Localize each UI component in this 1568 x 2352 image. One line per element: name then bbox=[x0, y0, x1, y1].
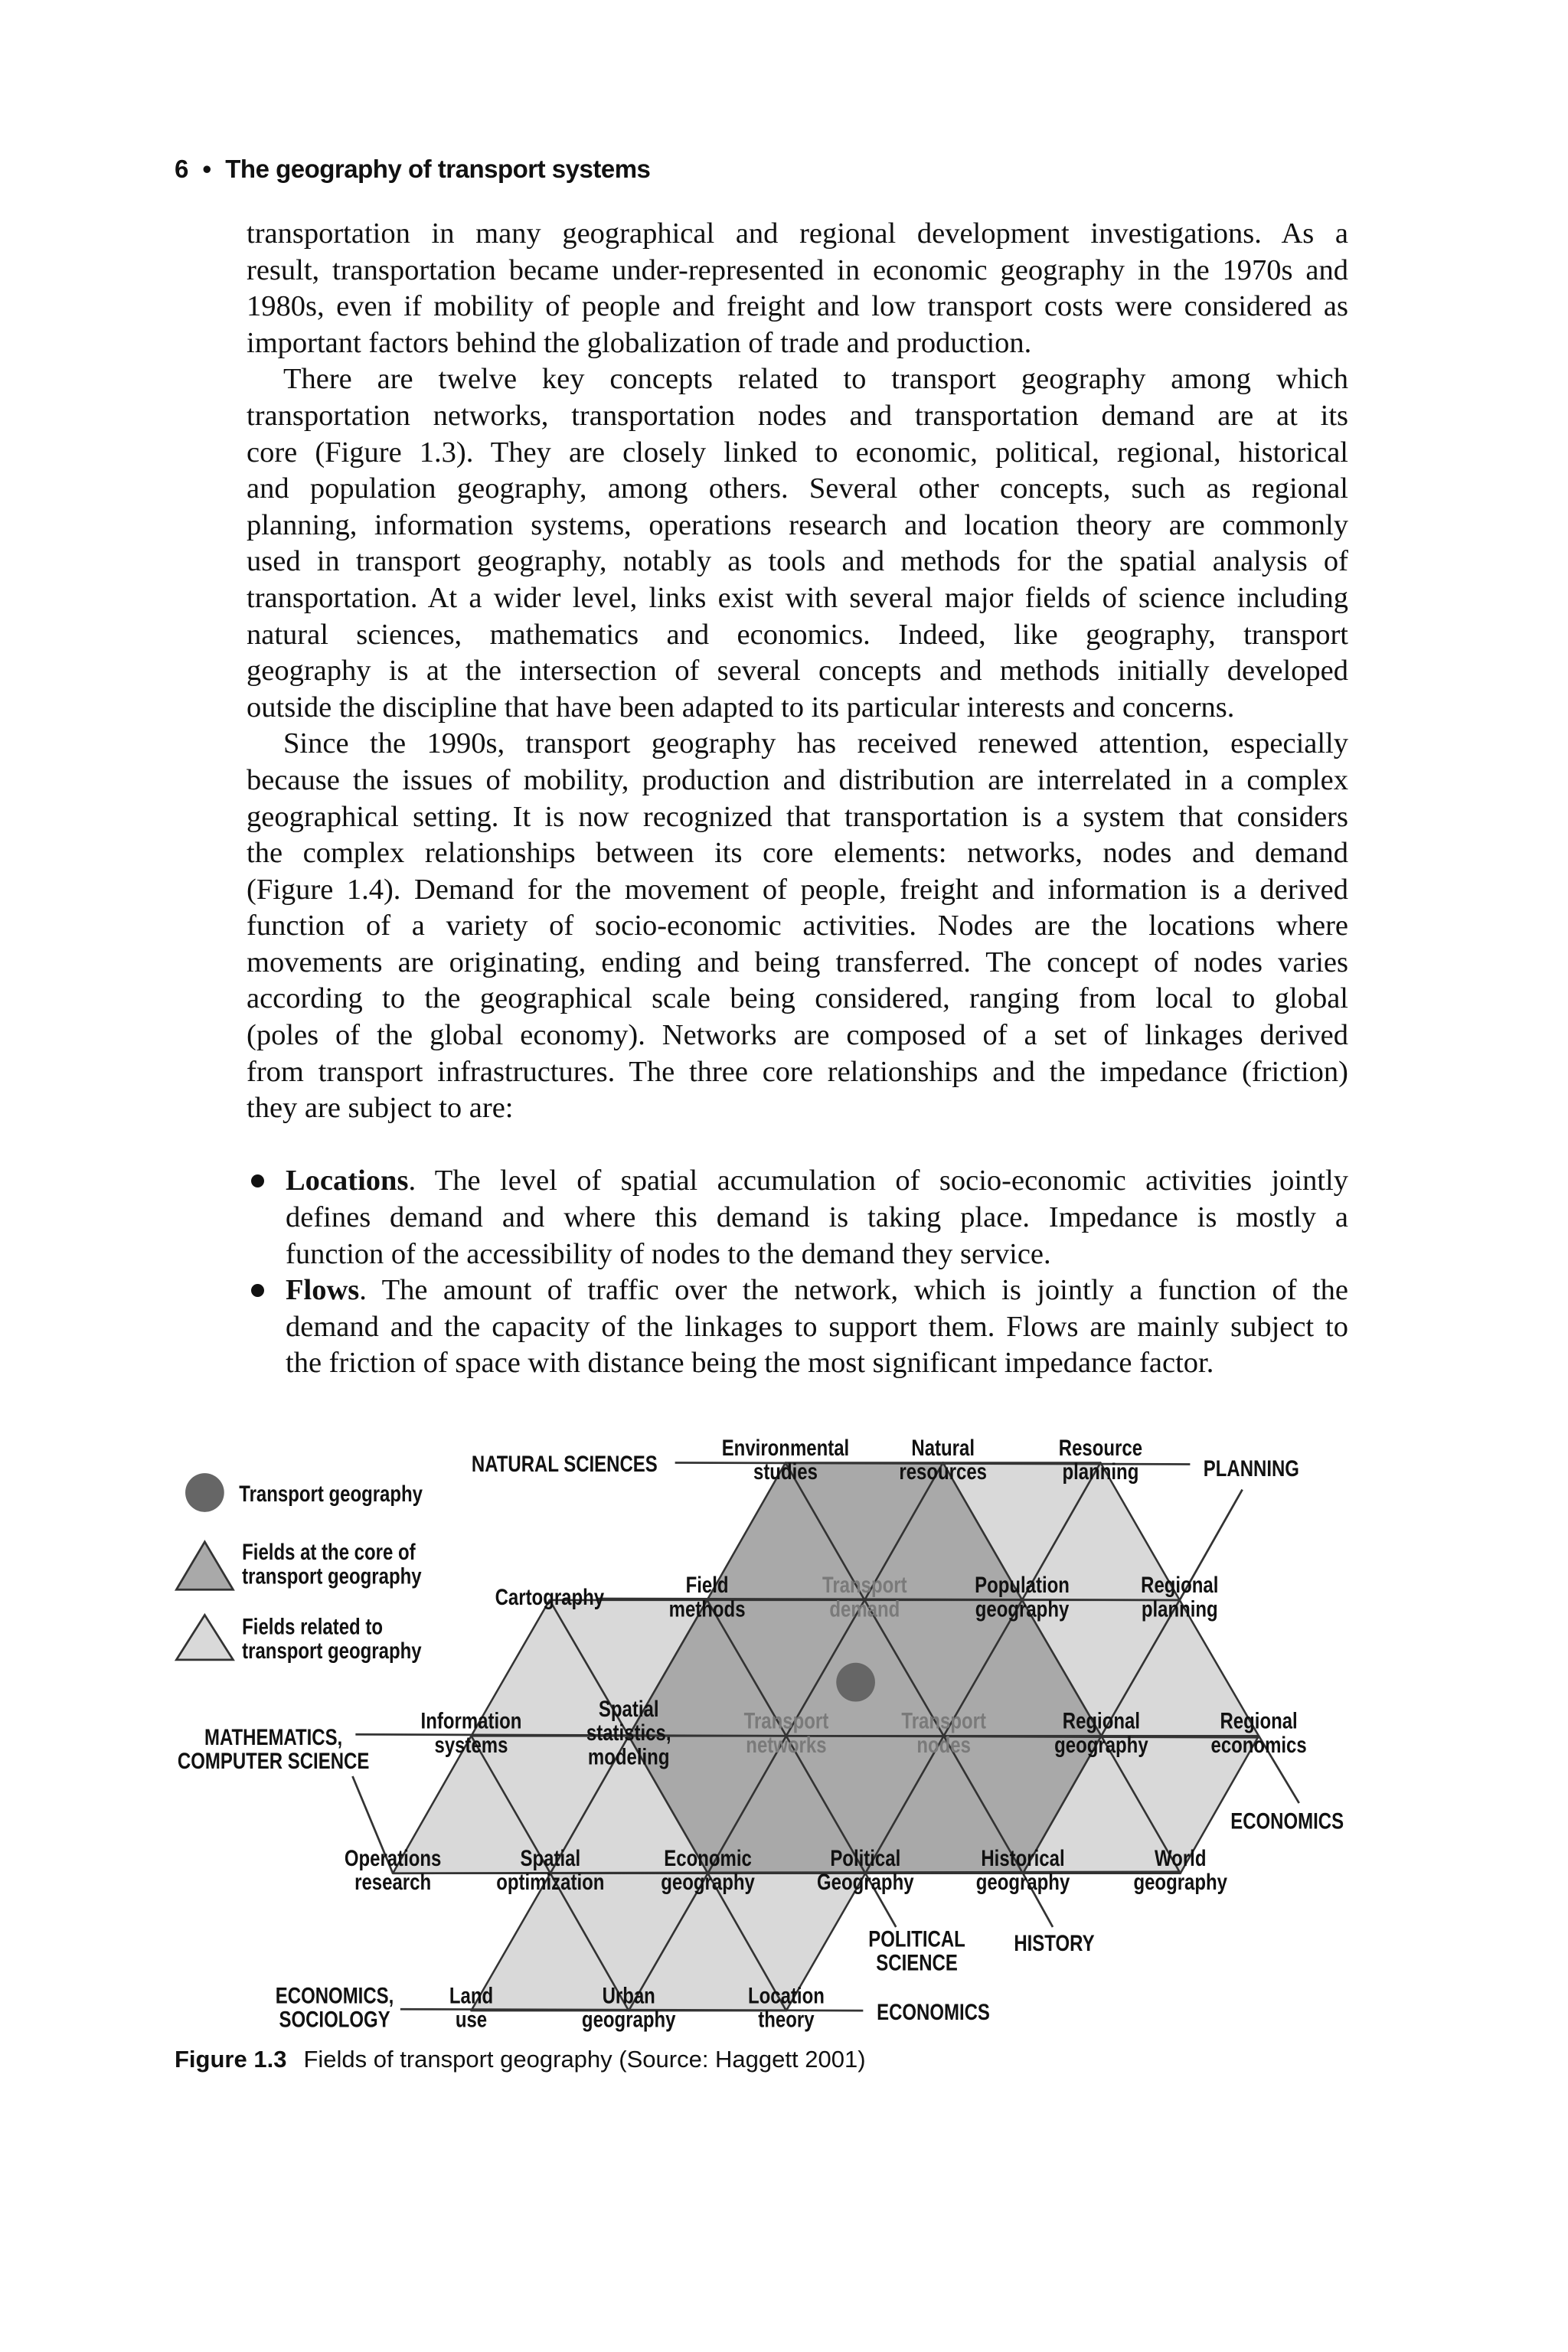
node-label-nat bbox=[899, 1436, 987, 1485]
discipline-history: HISTORY bbox=[1014, 1930, 1095, 1956]
bullet-item bbox=[247, 1272, 1348, 1309]
node-label-line: Land bbox=[449, 1983, 494, 2008]
discipline-political-science-line1: POLITICAL bbox=[868, 1926, 965, 1952]
text-line: from transport infrastructures. The three core relationships and the impedance (friction) bbox=[247, 1055, 1348, 1088]
node-label-land bbox=[449, 1983, 493, 2032]
legend-core-line1: Fields at the core of bbox=[242, 1540, 416, 1565]
caption-text: Fields of transport geography (Source: Haggett 2001) bbox=[303, 2046, 866, 2073]
text-line: geography is at the intersection of several concepts and methods initially developed bbox=[247, 655, 1348, 688]
node-label-line: Geography bbox=[816, 1869, 914, 1895]
figure-caption bbox=[175, 2046, 866, 2073]
node-label-line: research bbox=[354, 1869, 432, 1895]
legend-circle-icon bbox=[185, 1473, 224, 1512]
text-line: function of a variety of socio-economic activities. Nodes are the locations where bbox=[247, 910, 1348, 942]
bullet-text-line: demand and the capacity of the linkages to support them. Flows are mainly subject to bbox=[286, 1310, 1348, 1343]
text-line: used in transport geography, notably as tools and methods for the spatial analysis of bbox=[247, 545, 1348, 578]
node-label-res bbox=[1059, 1436, 1142, 1485]
fields-diagram bbox=[0, 1418, 1568, 2105]
bullet-term: Flows bbox=[286, 1274, 360, 1307]
discipline-mathematics-line1: MATHEMATICS, bbox=[204, 1724, 343, 1750]
text-line: the complex relationships between its core elements: networks, nodes and demand bbox=[247, 837, 1348, 870]
node-label-line: systems bbox=[434, 1732, 508, 1758]
separator: • bbox=[202, 155, 211, 183]
node-label-line: Transport bbox=[822, 1572, 907, 1598]
legend-transport-geography: Transport geography bbox=[239, 1481, 423, 1507]
text-line: because the issues of mobility, production and distribution are interrelated in a complex bbox=[247, 763, 1348, 796]
text-line: natural sciences, mathematics and economics. Indeed, like geography, transport bbox=[247, 618, 1348, 651]
legend-related-triangle-icon bbox=[176, 1615, 233, 1660]
running-head bbox=[175, 155, 650, 184]
node-label-line: optimization bbox=[496, 1869, 605, 1895]
chapter-title: The geography of transport systems bbox=[225, 155, 651, 183]
node-label-line: Economic bbox=[664, 1845, 752, 1871]
legend-related-line2: transport geography bbox=[242, 1638, 422, 1664]
node-label-line: nodes bbox=[916, 1732, 971, 1758]
node-label-line: theory bbox=[758, 2007, 815, 2033]
node-label-line: planning bbox=[1062, 1459, 1139, 1485]
bullet-text-line: defines demand and where this demand is taking place. Impedance is mostly a bbox=[286, 1201, 1348, 1234]
node-label-line: Field bbox=[685, 1572, 729, 1598]
node-label-line: planning bbox=[1141, 1596, 1218, 1622]
node-label-line: Spatial bbox=[598, 1696, 659, 1722]
discipline-economics-sociology-line2: SOCIOLOGY bbox=[279, 2007, 390, 2033]
body-text bbox=[247, 216, 1348, 1382]
text-line: transportation. At a wider level, links exist with several major fields of science including bbox=[247, 581, 1348, 614]
bullet-item bbox=[247, 1163, 1348, 1200]
spacer bbox=[247, 1127, 1348, 1164]
node-label-info bbox=[421, 1708, 522, 1757]
text-line: 1980s, even if mobility of people and freight and low transport costs were considered as bbox=[247, 290, 1348, 323]
node-label-line: studies bbox=[753, 1459, 818, 1485]
discipline-economics-bottom: ECONOMICS bbox=[877, 1999, 990, 2025]
node-label-td bbox=[822, 1573, 907, 1622]
bullet-text-line: function of the accessibility of nodes to the demand they service. bbox=[286, 1237, 1051, 1270]
node-label-his bbox=[976, 1846, 1070, 1895]
bullet-text: . The amount of traffic over the network, which is jointly a function of the bbox=[359, 1274, 1348, 1307]
text-line: result, transportation became under-represented in economic geography in the 1970s and bbox=[247, 253, 1348, 286]
node-label-rp bbox=[1141, 1573, 1218, 1622]
legend-core-triangle-icon bbox=[176, 1542, 233, 1589]
text-line: movements are originating, ending and being transferred. The concept of nodes varies bbox=[247, 946, 1348, 978]
node-label-line: Historical bbox=[981, 1845, 1065, 1871]
legend-core-line2: transport geography bbox=[242, 1563, 422, 1589]
discipline-economics-right: ECONOMICS bbox=[1230, 1808, 1344, 1834]
text-line: important factors behind the globalization of trade and production. bbox=[247, 326, 1032, 359]
text-line: There are twelve key concepts related to transport geography among which bbox=[283, 363, 1348, 396]
bullet-term: Locations bbox=[286, 1165, 409, 1197]
node-label-line: geography bbox=[1054, 1732, 1148, 1758]
node-label-line: methods bbox=[668, 1596, 746, 1622]
node-label-cart bbox=[495, 1585, 605, 1610]
node-label-line: Urban bbox=[602, 1983, 655, 2008]
node-label-line: Location bbox=[747, 1983, 825, 2008]
node-label-line: Spatial bbox=[520, 1845, 581, 1871]
node-label-line: Operations bbox=[344, 1845, 442, 1871]
node-label-line: modeling bbox=[587, 1744, 670, 1769]
node-label-line: Regional bbox=[1141, 1572, 1219, 1598]
bullet-icon bbox=[251, 1174, 264, 1187]
node-label-line: geography bbox=[975, 1596, 1070, 1622]
node-label-line: geography bbox=[1133, 1869, 1228, 1895]
discipline-political-science-line2: SCIENCE bbox=[876, 1950, 958, 1976]
node-label-line: economics bbox=[1210, 1732, 1307, 1758]
text-line: planning, information systems, operations research and location theory are commonly bbox=[247, 508, 1348, 541]
transport-geography-marker bbox=[836, 1663, 875, 1702]
node-label-line: Information bbox=[420, 1708, 522, 1734]
node-label-rg bbox=[1054, 1708, 1148, 1757]
node-label-line: World bbox=[1154, 1845, 1207, 1871]
node-label-line: Regional bbox=[1220, 1708, 1298, 1734]
text-line: transportation in many geographical and regional development investigations. As a bbox=[247, 217, 1348, 250]
legend-related-line1: Fields related to bbox=[242, 1614, 383, 1640]
text-line: and population geography, among others. Several other concepts, such as regional bbox=[247, 472, 1348, 505]
text-line: (poles of the global economy). Networks are composed of a set of linkages derived bbox=[247, 1019, 1348, 1052]
text-line: transportation networks, transportation nodes and transportation demand are at its bbox=[247, 399, 1348, 432]
node-label-line: use bbox=[455, 2007, 488, 2033]
discipline-planning: PLANNING bbox=[1203, 1455, 1299, 1481]
text-line: core (Figure 1.3). They are closely linked to economic, political, regional, historical bbox=[247, 436, 1348, 469]
node-label-line: resources bbox=[899, 1459, 987, 1485]
node-label-line: Environmental bbox=[721, 1435, 850, 1461]
bullet-text: . The level of spatial accumulation of socio-economic activities jointly bbox=[408, 1165, 1348, 1197]
node-label-line: networks bbox=[746, 1732, 827, 1758]
node-label-line: geography bbox=[581, 2007, 676, 2033]
text-line: they are subject to are: bbox=[247, 1092, 514, 1125]
node-label-line: geography bbox=[975, 1869, 1070, 1895]
node-label-line: Regional bbox=[1062, 1708, 1140, 1734]
node-label-pop bbox=[975, 1573, 1070, 1622]
node-label-line: geography bbox=[661, 1869, 755, 1895]
node-label-tn bbox=[744, 1708, 829, 1757]
text-line: geographical setting. It is now recognized that transportation is a system that considers bbox=[247, 800, 1348, 833]
node-label-line: Transport bbox=[901, 1708, 986, 1734]
node-label-line: Resource bbox=[1058, 1435, 1143, 1461]
text-line: outside the discipline that have been adapted to its particular interests and concerns. bbox=[247, 691, 1235, 724]
node-label-line: Natural bbox=[911, 1435, 975, 1461]
node-label-eco bbox=[661, 1846, 755, 1895]
node-label-loc bbox=[748, 1983, 825, 2032]
discipline-natural-sciences: NATURAL SCIENCES bbox=[471, 1451, 658, 1477]
node-label-ops bbox=[345, 1846, 442, 1895]
text-line: Since the 1990s, transport geography has received renewed attention, especially bbox=[283, 727, 1348, 760]
bullet-text-line: the friction of space with distance being the most significant impedance factor. bbox=[286, 1347, 1214, 1380]
node-label-line: Cartography bbox=[495, 1584, 605, 1610]
bullet-icon bbox=[251, 1284, 264, 1297]
page-number: 6 bbox=[175, 155, 188, 183]
caption-label: Figure 1.3 bbox=[175, 2046, 287, 2073]
node-label-pol bbox=[817, 1846, 914, 1895]
text-line: (Figure 1.4). Demand for the movement of people, freight and information is a derived bbox=[247, 873, 1348, 906]
node-label-line: statistics, bbox=[586, 1720, 671, 1746]
node-label-sps bbox=[586, 1697, 671, 1769]
node-label-line: Transport bbox=[743, 1708, 829, 1734]
node-label-re bbox=[1210, 1708, 1306, 1757]
node-label-line: Political bbox=[830, 1845, 901, 1871]
discipline-economics-sociology-line1: ECONOMICS, bbox=[275, 1983, 394, 2008]
figure-1-3 bbox=[0, 1418, 1568, 2105]
text-line: according to the geographical scale being considered, ranging from local to global bbox=[247, 982, 1348, 1015]
discipline-mathematics-line2: COMPUTER SCIENCE bbox=[177, 1749, 370, 1774]
node-label-line: Population bbox=[975, 1572, 1070, 1598]
node-label-line: demand bbox=[829, 1596, 900, 1622]
